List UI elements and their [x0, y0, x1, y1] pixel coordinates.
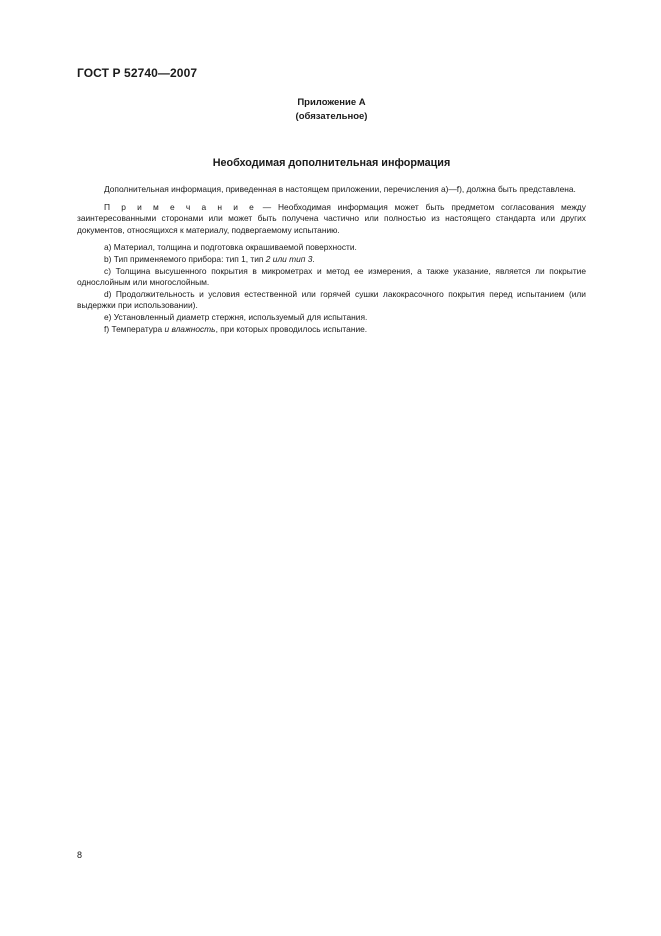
note-paragraph	[77, 202, 586, 237]
annex-label: Приложение А	[297, 97, 366, 108]
list-item-f	[77, 324, 586, 336]
list-item-a: а) Материал, толщина и подготовка окрашиваемой поверхности.	[104, 242, 357, 253]
annex-status: (обязательное)	[295, 111, 368, 122]
list-item-c: с) Толщина высушенного покрытия в микрометрах и метод ее измерения, а также указание, является ли покрытие однослойным или многослойным.	[77, 265, 586, 288]
document-body	[77, 184, 586, 335]
list-item-b	[77, 254, 586, 266]
list-item-f-end: , при которых проводилось испытание.	[215, 323, 368, 334]
section-title: Необходимая дополнительная информация	[212, 157, 451, 169]
intro-paragraph: Дополнительная информация, приведенная в настоящем приложении, перечисления а)—f), должна быть представлена.	[104, 184, 576, 194]
note-text: — Необходимая информация может быть предметом согласования между заинтересованными сторонами или может быть получена частично или полностью из настоящего стандарта или других документов, относящихся к материалу, подвергаемому испытанию.	[77, 201, 586, 235]
list-item-b-text: b) Тип применяемого прибора: тип 1, тип	[104, 253, 266, 264]
standard-header: ГОСТ Р 52740—2007	[77, 66, 198, 80]
annex-heading	[77, 96, 586, 124]
list-item-f-italic: и влажность	[164, 323, 216, 334]
list-item-e: е) Установленный диаметр стержня, используемый для испытания.	[104, 311, 368, 322]
list-item-b-italic: 2 или тип 3	[265, 253, 313, 264]
list-item-f-text: f) Температура	[104, 323, 165, 334]
page-number: 8	[77, 850, 83, 860]
requirements-list	[77, 242, 586, 335]
list-item-b-end: .	[312, 253, 315, 264]
note-label: П р и м е ч а н и е	[104, 201, 256, 212]
list-item-d: d) Продолжительность и условия естественной или горячей сушки лакокрасочного покрытия перед испытанием (или выдержки при использовании).	[77, 288, 586, 311]
